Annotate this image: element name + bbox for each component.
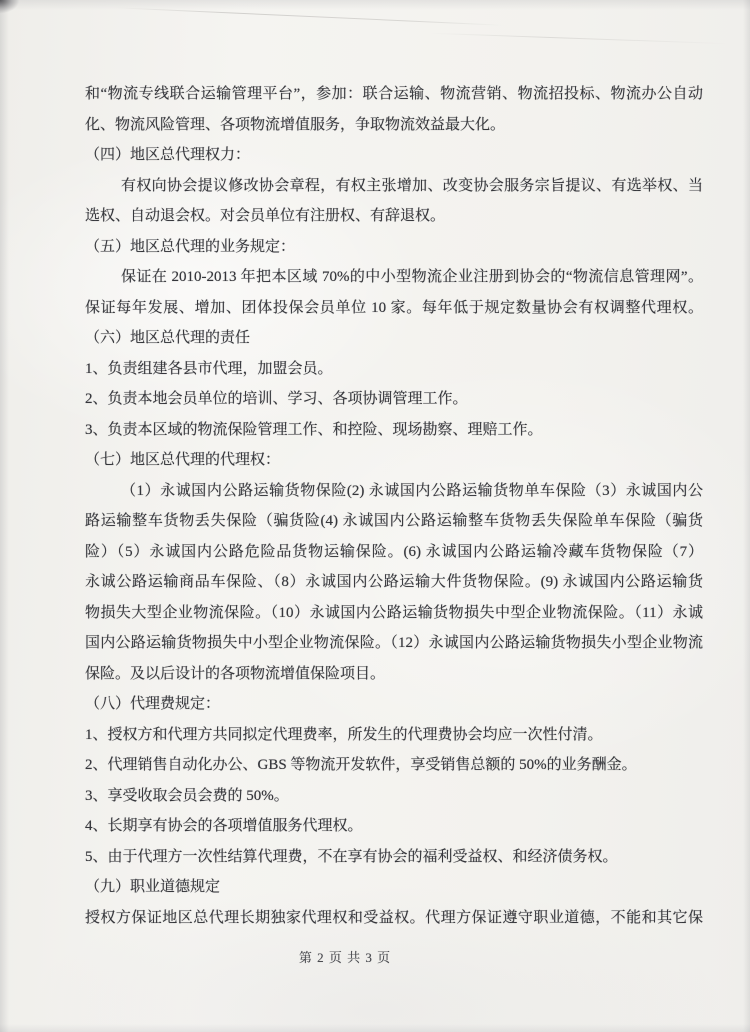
scan-corner-smudge [0, 0, 34, 26]
text-line: 3、负责本区域的物流保险管理工作、和控险、现场勘察、理赔工作。 [85, 421, 543, 438]
text-line: 化、物流风险管理、各项物流增值服务，争取物流效益最大化。 [85, 116, 506, 133]
text-line: 授权方保证地区总代理长期独家代理权和受益权。代理方保证遵守职业道德，不能和其它保 [85, 909, 703, 926]
text-line: 有权向协会提议修改协会章程，有权主张增加、改变协会服务宗旨提议、有选举权、当 [121, 177, 703, 194]
scan-edge-left [0, 0, 9, 1032]
scan-edge-top [0, 0, 750, 10]
paper-crease [115, 7, 505, 26]
scan-edge-right [743, 0, 750, 1032]
text-line: 路运输整车货物丢失保险（骗货险(4) 永诚国内公路运输整车货物丢失保险单车保险（骗货 [85, 513, 703, 529]
text-line: （1）永诚国内公路运输货物保险(2) 永诚国内公路运输货物单车保险（3）永诚国内公 [121, 482, 703, 499]
text-line: 保险。及以后设计的各项物流增值保险项目。 [85, 665, 386, 682]
text-line: 2、负责本地会员单位的培训、学习、各项协调管理工作。 [85, 391, 468, 407]
text-line: 3、享受收取会员会费的 50%。 [85, 787, 289, 804]
text-line: （八）代理费规定： [85, 696, 221, 712]
text-line: 1、负责组建各县市代理，加盟会员。 [85, 360, 333, 377]
text-line: 选权、自动退会权。对会员单位有注册权、有辞退权。 [85, 208, 446, 224]
text-line: （九）职业道德规定 [85, 879, 221, 895]
text-line: 2、代理销售自动化办公、GBS 等物流开发软件，享受销售总额的 50%的业务酬金。 [85, 757, 637, 773]
text-line: 和“物流专线联合运输管理平台”，参加：联合运输、物流营销、物流招投标、物流办公自动 [85, 86, 703, 102]
text-line: （四）地区总代理权力： [85, 147, 251, 163]
text-line: 物损失大型企业物流保险。（10）永诚国内公路运输货物损失中型企业物流保险。（11）永诚 [85, 604, 703, 621]
page-number-footer: 第 2 页 共 3 页 [298, 950, 392, 965]
scan-edge-bottom [0, 1024, 750, 1032]
text-line: 保证每年发展、增加、团体投保会员单位 10 家。每年低于规定数量协会有权调整代理权。 [85, 299, 703, 316]
text-line: （五）地区总代理的业务规定： [85, 238, 296, 255]
text-line: 1、授权方和代理方共同拟定代理费率，所发生的代理费协会均应一次性付清。 [85, 726, 603, 743]
text-line: 永诚公路运输商品车保险、（8）永诚国内公路运输大件货物保险。(9) 永诚国内公路运输货 [85, 574, 703, 590]
text-line: 国内公路运输货物损失中小型企业物流保险。（12）永诚国内公路运输货物损失小型企业物流 [85, 635, 703, 651]
text-line: 5、由于代理方一次性结算代理费，不在享有协会的福利受益权、和经济债务权。 [85, 848, 618, 865]
paper-crease [430, 33, 730, 44]
text-line: （六）地区总代理的责任 [85, 330, 251, 346]
text-line: （七）地区总代理的代理权： [85, 452, 281, 468]
document-body [85, 79, 703, 933]
text-line: 保证在 2010-2013 年把本区域 70%的中小型物流企业注册到协会的“物流信息管理网”。 [121, 269, 703, 285]
text-line: 险）（5）永诚国内公路危险品货物运输保险。(6) 永诚国内公路运输冷藏车货物保险（7） [85, 543, 703, 560]
text-line: 4、长期享有协会的各项增值服务代理权。 [85, 818, 363, 834]
